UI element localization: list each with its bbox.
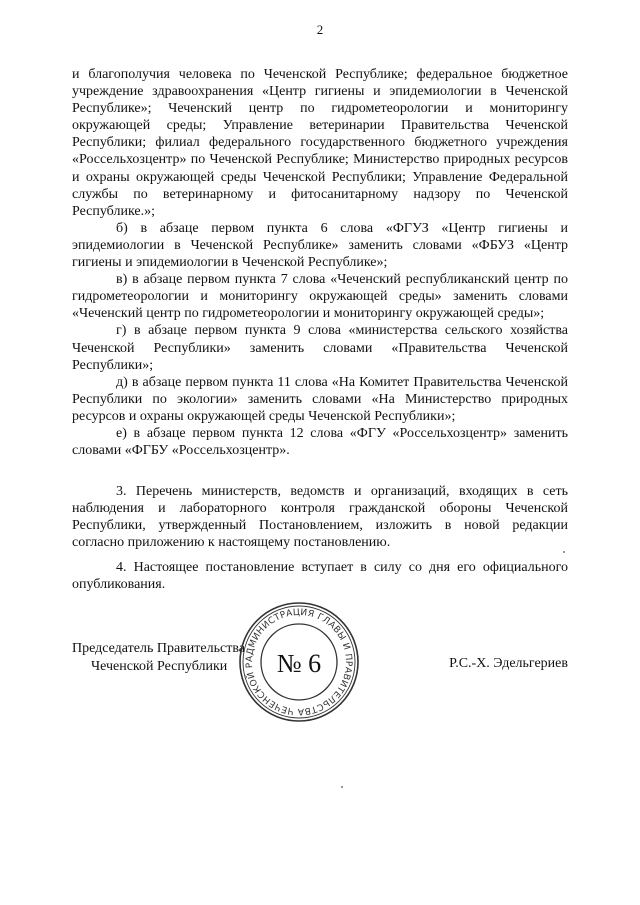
signature-title-line2: Чеченской Республики xyxy=(91,658,228,674)
signature-title xyxy=(72,640,245,675)
sub-item-d: д) в абзаце первом пункта 11 слова «На Комитет Правительства Чеченской Республики по экологии» заменить словами «На Министерство природных ресурсов и охраны окружающей среды Чеченской Республики»; xyxy=(72,374,568,424)
paragraph-3: 3. Перечень министерств, ведомств и организаций, входящих в сеть наблюдения и лабораторного контроля гражданской обороны Чеченской Республики, утвержденный Постановлением, изложить в новой редакции согласно приложению к настоящему постановлению. xyxy=(72,484,568,551)
signatory-name: Р.С.-Х. Эдельгериев xyxy=(449,656,568,671)
sub-item-b: б) в абзаце первом пункта 6 слова «ФГУЗ «Центр гигиены и эпидемиологии в Чеченской Республике» заменить словами «ФБУЗ «Центр гигиены и эпидемиологии в Чеченской Республике»; xyxy=(72,220,568,271)
stamp-seal-graphic xyxy=(237,600,361,724)
sub-item-e: е) в абзаце первом пункта 12 слова «ФГУ «Россельхозцентр» заменить словами «ФГБУ «Россельхозцентр». xyxy=(72,425,568,459)
sub-item-v: в) в абзаце первом пункта 7 слова «Чеченский республиканский центр по гидрометеорологии и мониторингу окружающей среды» заменить словами «Чеченский центр по гидрометеорологии и мониторингу окружающей среды»; xyxy=(72,272,568,322)
main-text xyxy=(72,66,568,459)
scan-speck xyxy=(341,786,343,788)
stamp-number: № 6 xyxy=(276,649,322,678)
scan-speck xyxy=(563,551,565,553)
stamp-ring-text: АДМИНИСТРАЦИЯ ГЛАВЫ И ПРАВИТЕЛЬСТВА ЧЕЧЕНСКОЙ Р xyxy=(244,607,354,717)
sub-item-g: г) в абзаце первом пункта 9 слова «министерства сельского хозяйства Чеченской Республики» заменить словами «Правительства Чеченской Республики»; xyxy=(72,323,568,373)
paragraph-4: 4. Настоящее постановление вступает в силу со дня его официального опубликования. xyxy=(72,560,568,593)
official-stamp xyxy=(237,600,361,724)
continuation-paragraph: и благополучия человека по Чеченской Республике; федеральное бюджетное учреждение здравоохранения «Центр гигиены и эпидемиологии в Чеченской Республике»; Чеченский центр по гидрометеорологии и мониторингу окружающей среды; Управление ветеринарии Правительства Чеченской Республики; филиал федерального государственного бюджетного учреждения «Россельхозцентр» по Чеченской Республике; Министерство природных ресурсов и охраны окружающей среды Чеченской Республики; Управление Федеральной службы по ветеринарному и фитосанитарному надзору по Чеченской Республике.»; xyxy=(72,67,568,219)
signature-title-line1: Председатель Правительства xyxy=(72,641,245,656)
page-number: 2 xyxy=(316,22,324,37)
